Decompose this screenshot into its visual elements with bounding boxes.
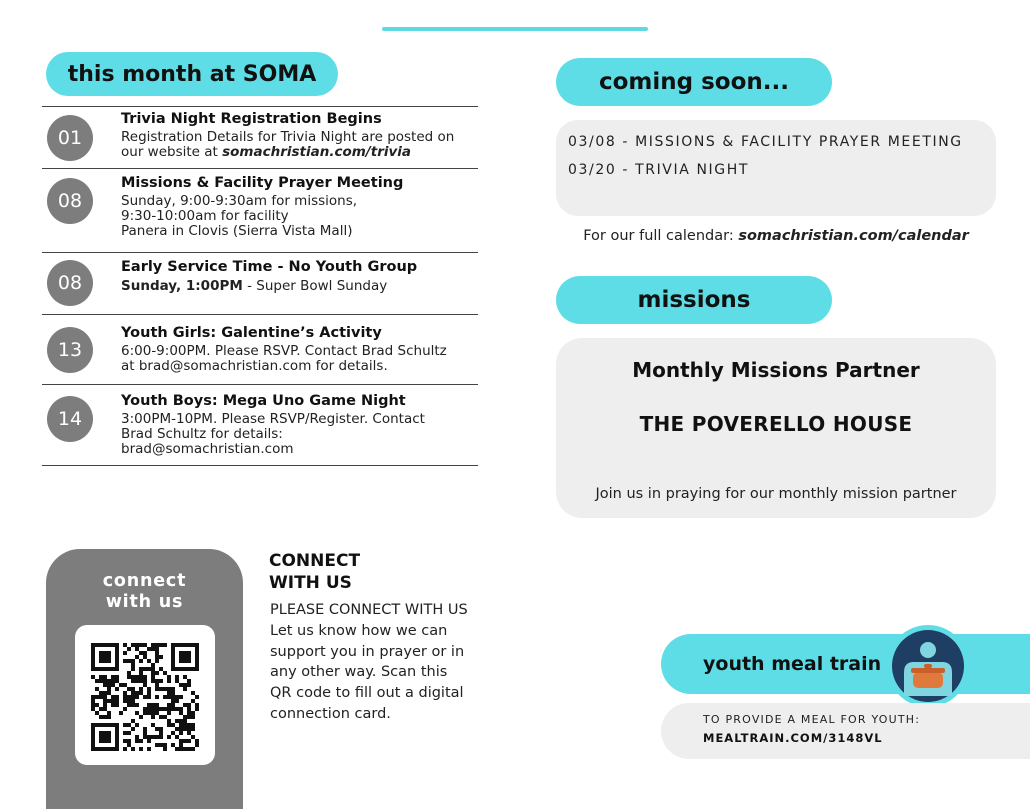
coming-soon-heading: coming soon... [556, 58, 832, 106]
event-item [42, 252, 478, 314]
date-badge: 13 [47, 327, 93, 373]
coming-item: 03/20 - TRIVIA NIGHT [568, 162, 749, 178]
event-item [42, 168, 478, 252]
event-title: Trivia Night Registration Begins [121, 111, 382, 127]
event-list [42, 106, 478, 466]
partner-note: Join us in praying for our monthly mission partner [595, 486, 957, 502]
partner-heading: Monthly Missions Partner [632, 358, 920, 382]
event-title: Youth Boys: Mega Uno Game Night [121, 393, 406, 409]
coming-soon-panel [556, 120, 996, 216]
qr-code-icon [91, 643, 199, 751]
meal-train-panel [661, 703, 1030, 759]
connect-card [46, 549, 243, 809]
qr-code[interactable] [75, 625, 215, 765]
this-month-heading: this month at SOMA [46, 52, 338, 96]
meal-train-label: youth meal train [703, 653, 882, 675]
event-details: 6:00-9:00PM. Please RSVP. Contact Brad Schultz at brad@somachristian.com for details. [121, 343, 447, 374]
connect-card-title: connect with us [102, 571, 187, 612]
meal-train-instruction: TO PROVIDE A MEAL FOR YOUTH: [703, 713, 921, 726]
connect-heading: CONNECT WITH US [269, 551, 361, 593]
event-item [42, 314, 478, 384]
meal-train-banner [661, 634, 1030, 694]
event-title: Missions & Facility Prayer Meeting [121, 175, 404, 191]
event-title: Early Service Time - No Youth Group [121, 259, 418, 275]
date-badge: 14 [47, 396, 93, 442]
date-badge: 01 [47, 115, 93, 161]
event-title: Youth Girls: Galentine’s Activity [121, 325, 382, 341]
trivia-link[interactable]: somachristian.com/trivia [222, 144, 412, 160]
event-details: 3:00PM-10PM. Please RSVP/Register. Contact Brad Schultz for details: brad@somachristian.com [121, 411, 425, 457]
missions-heading: missions [556, 276, 832, 324]
calendar-link[interactable]: somachristian.com/calendar [738, 228, 969, 244]
calendar-note: For our full calendar: somachristian.com/calendar [583, 228, 969, 244]
meal-train-icon [886, 624, 970, 708]
event-item [42, 384, 478, 466]
event-details: Registration Details for Trivia Night are posted on our website at somachristian.com/trivia [121, 129, 455, 160]
missions-panel [556, 338, 996, 518]
date-badge: 08 [47, 260, 93, 306]
event-details: Sunday, 9:00-9:30am for missions, 9:30-10:00am for facility Panera in Clovis (Sierra Vista Mall) [121, 193, 358, 239]
event-item [42, 106, 478, 168]
meal-train-link[interactable]: MEALTRAIN.COM/3148VL [703, 731, 883, 745]
top-divider [382, 27, 648, 31]
event-details: Sunday, 1:00PM - Super Bowl Sunday [121, 278, 388, 294]
coming-item: 03/08 - MISSIONS & FACILITY PRAYER MEETING [568, 134, 963, 150]
connect-text: PLEASE CONNECT WITH US Let us know how we can support you in prayer or in any other way. Scan this QR code to fill out a digital connection card. [270, 602, 468, 722]
partner-name: THE POVERELLO HOUSE [639, 412, 913, 436]
date-badge: 08 [47, 178, 93, 224]
